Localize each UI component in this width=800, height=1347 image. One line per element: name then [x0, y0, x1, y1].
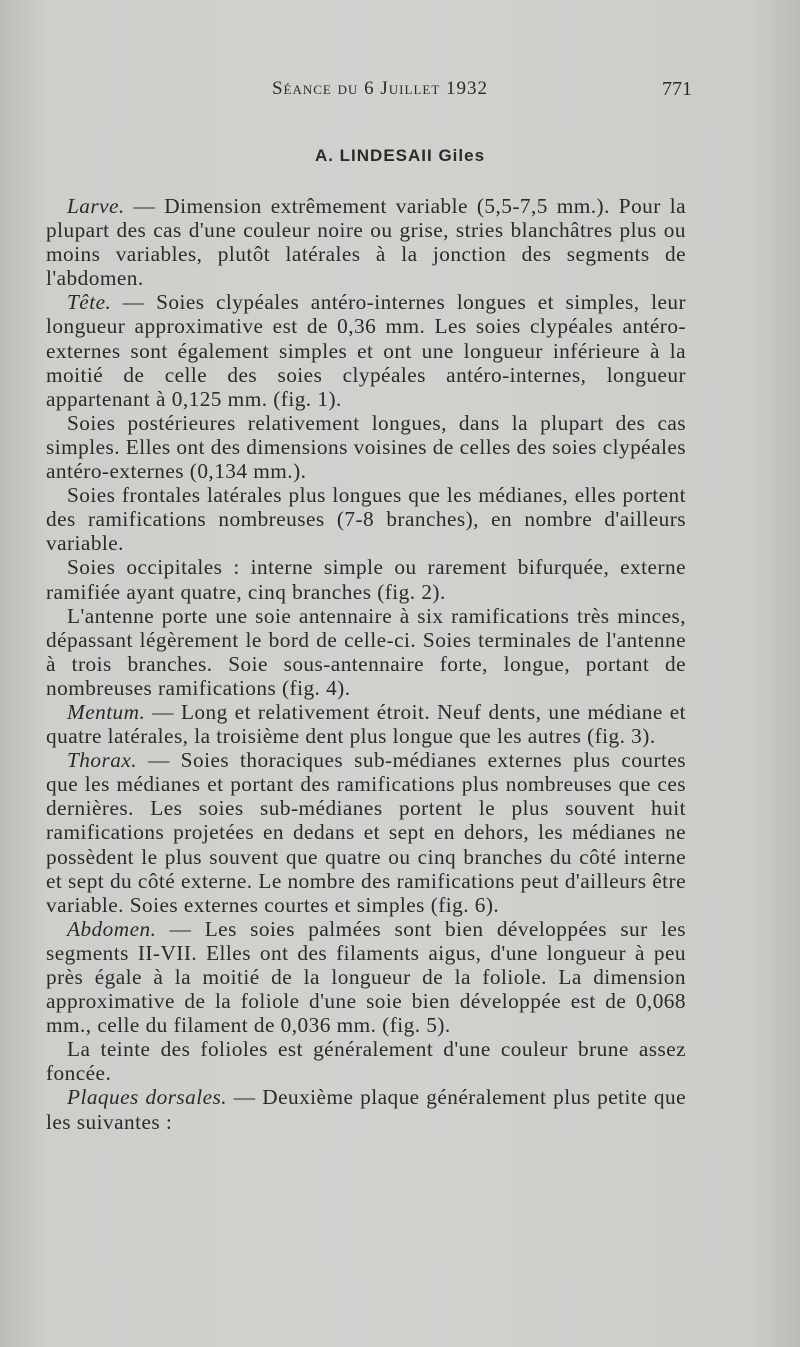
paragraph-lead: Larve.	[67, 194, 125, 218]
paragraph-text: La teinte des folioles est généralement d'une couleur brune assez foncée.	[46, 1037, 686, 1086]
paragraph-tete	[46, 290, 686, 410]
paragraph-text: — Soies thoraciques sub-médianes externes plus courtes que les médianes et portant des ramifications plus nombreuses que ces dernières. Les soies sub-médianes portent le plus souvent huit ramifications projetées en dedans et sept en dehors, les médianes ne possèdent le plus souvent que quatre ou cinq branches du côté interne et sept du côté externe. Le nombre des ramifications peut d'ailleurs être variable. Soies externes courtes et simples (fig. 6).	[46, 748, 686, 917]
paragraph-text: — Les soies palmées sont bien développées sur les segments II-VII. Elles ont des filaments aigus, d'une longueur à peu près égale à la moitié de la longueur de la foliole. La dimension approximative de la foliole d'une soie bien développée est de 0,068 mm., celle du filament de 0,036 mm. (fig. 5).	[46, 916, 686, 1038]
species-title: A. LINDESAII Giles	[314, 146, 486, 165]
running-title: Séance du 6 Juillet 1932	[271, 78, 489, 99]
paragraph-soies-frontales	[46, 483, 686, 555]
paragraph-text: — Deuxième plaque généralement plus petite que les suivantes :	[46, 1085, 686, 1134]
paragraph-text: — Dimension extrêmement variable (5,5-7,5 mm.). Pour la plupart des cas d'une couleur noire ou grise, stries blanchâtres plus ou moins variables, plutôt latérales à la jonction des segments de l'abdomen.	[46, 194, 686, 291]
paragraph-thorax	[46, 748, 686, 917]
paragraph-text: Soies frontales latérales plus longues que les médianes, elles portent des ramifications nombreuses (7-8 branches), en nombre d'ailleurs variable.	[46, 483, 686, 556]
paragraph-lead: Thorax.	[67, 748, 138, 773]
paragraph-text: Soies occipitales : interne simple ou rarement bifurquée, externe ramifiée ayant quatre, cinq branches (fig. 2).	[46, 555, 686, 604]
paragraph-lead: Tête.	[67, 290, 112, 315]
paragraph-soies-occipitales	[46, 555, 686, 603]
paragraph-soies-posterieures	[46, 411, 686, 483]
paragraph-text: — Soies clypéales antéro-internes longues et simples, leur longueur approximative est de 0,36 mm. Les soies clypéales antéro-externes sont également simples et ont une longueur inférieure à la moitié de celle des soies clypéales antéro-internes, longueur appartenant à 0,125 mm. (fig. 1).	[46, 290, 686, 411]
paragraph-lead: Plaques dorsales.	[67, 1085, 228, 1110]
paragraph-teinte	[46, 1037, 686, 1085]
running-header	[0, 78, 800, 106]
paragraph-text: — Long et relativement étroit. Neuf dents, une médiane et quatre latérales, la troisième dent plus longue que les autres (fig. 3).	[46, 699, 686, 749]
paragraph-larve	[46, 194, 686, 290]
paragraph-abdomen	[46, 917, 686, 1037]
paragraph-text: L'antenne porte une soie antennaire à six ramifications très minces, dépassant légèrement le bord de celle-ci. Soies terminales de l'antenne à trois branches. Soie sous-antennaire forte, longue, portant de nombreuses ramifications (fig. 4).	[46, 603, 686, 700]
body-text	[46, 194, 686, 1134]
paragraph-plaques-dorsales	[46, 1085, 686, 1133]
paragraph-text: Soies postérieures relativement longues, dans la plupart des cas simples. Elles ont des dimensions voisines de celles des soies clypéales antéro-externes (0,134 mm.).	[46, 410, 686, 484]
page-number: 771	[662, 78, 692, 100]
paragraph-lead: Mentum.	[67, 699, 146, 724]
paragraph-mentum	[46, 700, 686, 748]
paragraph-antenne	[46, 604, 686, 700]
paragraph-lead: Abdomen.	[67, 916, 157, 941]
